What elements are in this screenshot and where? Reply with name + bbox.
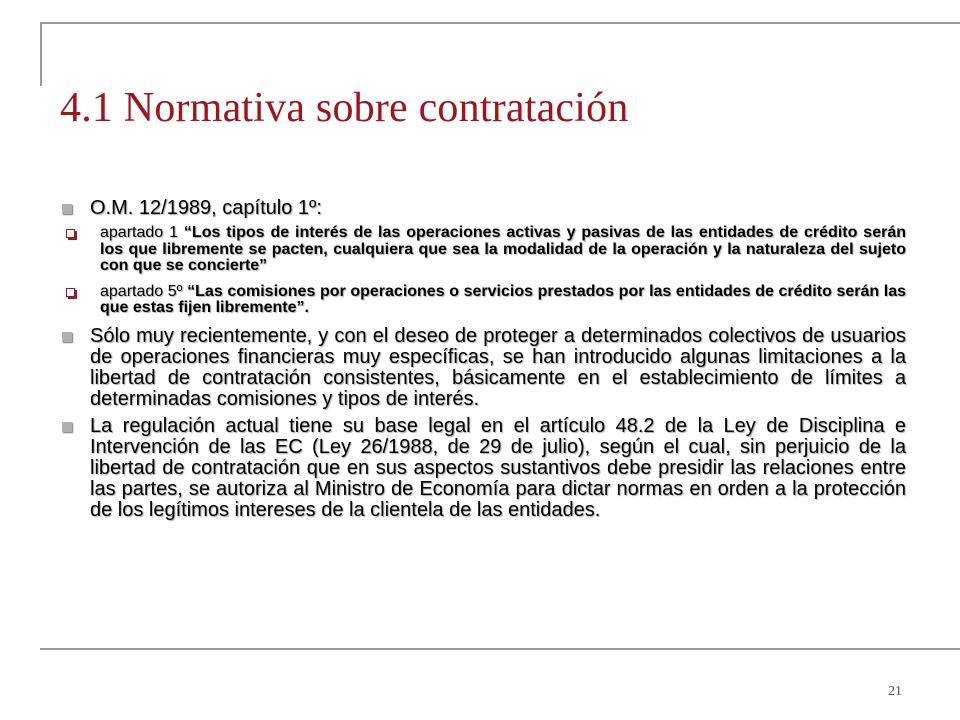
bullet-item <box>62 198 906 219</box>
sub-bullet-bold-text: “Las comisiones por operaciones o servicios prestados por las entidades de crédito serán las que estas fijen libremente”. <box>100 282 907 316</box>
square-bullet-icon <box>62 204 72 214</box>
bullet-text: Sólo muy recientemente, y con el deseo de proteger a determinados colectivos de usuarios de operaciones financieras muy específicas, se han introducido algunas limitaciones a la libertad de contratación consistentes, básicamente en el establecimiento de límites a determinadas comisiones y tipos de interés. <box>90 324 906 410</box>
sub-bullet-item <box>62 225 906 275</box>
sub-bullet-list <box>62 225 906 317</box>
sub-bullet-prefix: apartado 1 <box>100 224 184 241</box>
page-number: 21 <box>888 684 902 699</box>
slide-title: 4.1 Normativa sobre contratación <box>60 85 629 131</box>
square-bullet-icon <box>62 422 72 432</box>
square-bullet-icon <box>62 332 72 342</box>
frame-top-line <box>40 22 960 24</box>
bullet-text: O.M. 12/1989, capítulo 1º: <box>90 197 322 219</box>
bullet-item <box>62 326 906 410</box>
footer-divider <box>40 648 960 650</box>
sub-bullet-bold-text: “Los tipos de interés de las operaciones activas y pasivas de las entidades de crédito serán los que libremente se pacten, cualquiera que sea la modalidad de la operación y la naturaleza del sujeto con que se concierte” <box>100 224 907 274</box>
bullet-text: La regulación actual tiene su base legal en el artículo 48.2 de la Ley de Disciplina e Intervención de las EC (Ley 26/1988, de 29 de julio), según el cual, sin perjuicio de la libertad de contratación que en sus aspectos sustantivos debe presidir las relaciones entre las partes, se autoriza al Ministro de Economía para dictar normas en orden a la protección de los legítimos intereses de la clientela de las entidades. <box>90 414 906 521</box>
sub-bullet-prefix: apartado 5º <box>100 282 188 300</box>
bullet-item <box>62 416 906 521</box>
checkbox-bullet-icon <box>66 229 75 238</box>
sub-bullet-item <box>62 284 906 317</box>
slide-body <box>62 198 906 527</box>
checkbox-bullet-icon <box>66 288 75 297</box>
frame-left-line <box>40 22 42 86</box>
